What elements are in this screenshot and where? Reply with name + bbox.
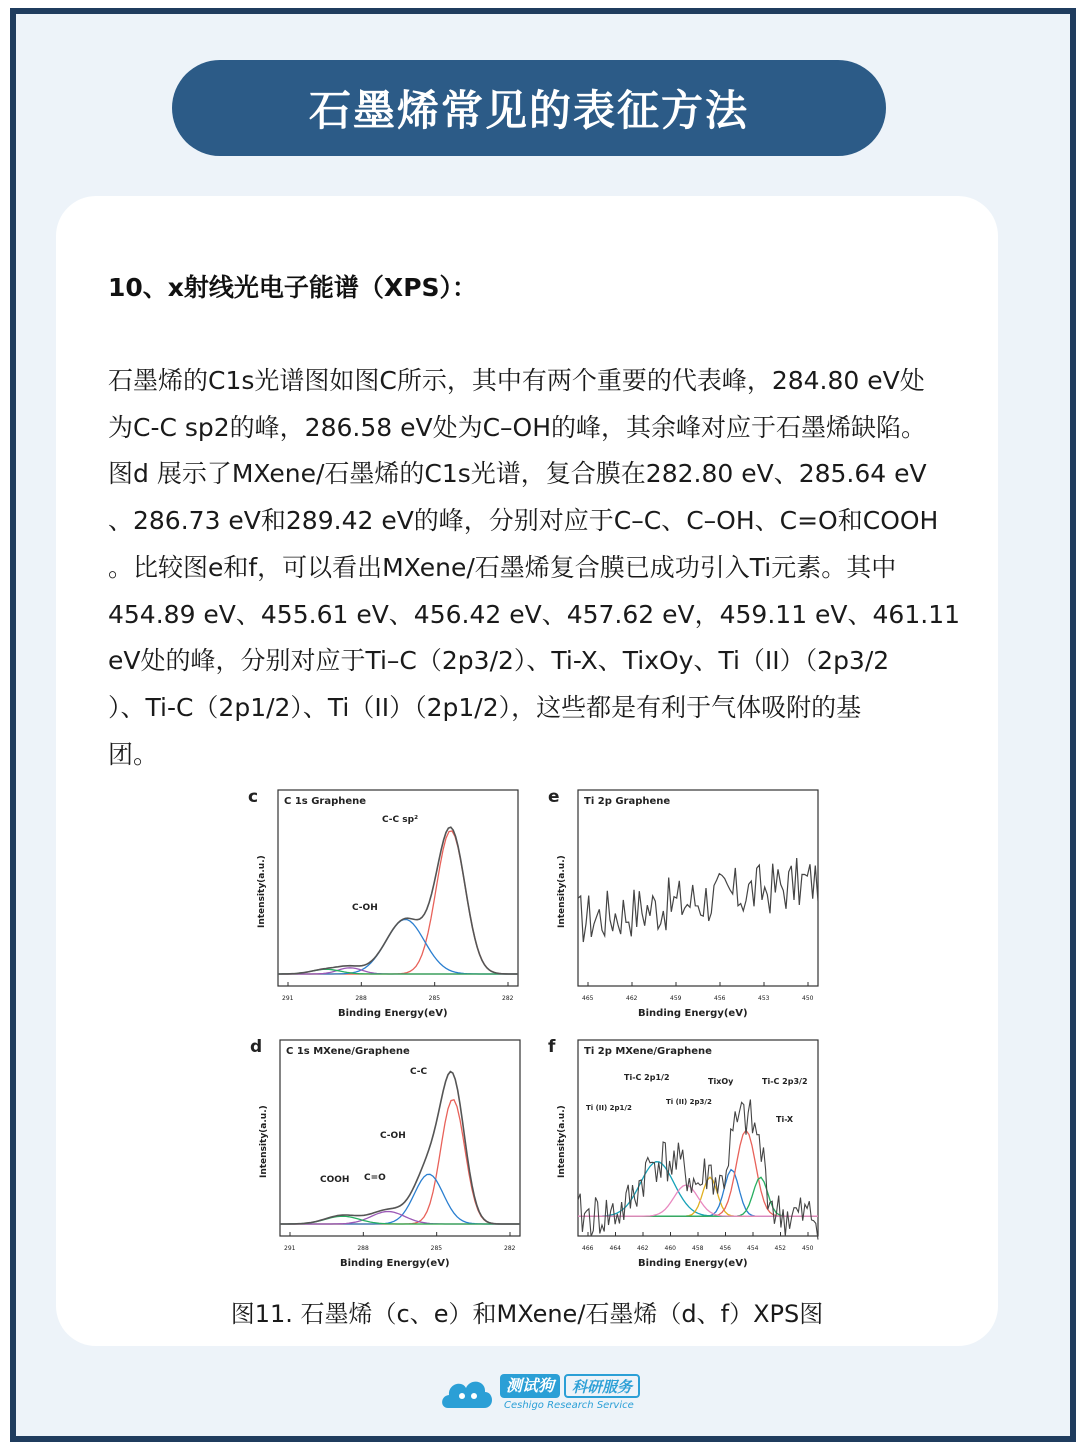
logo-name: 测试狗 [500, 1374, 560, 1398]
paragraph-line: 团。 [108, 739, 159, 769]
panel-letter: c [248, 787, 259, 807]
panel-title: C 1s Graphene [284, 796, 367, 807]
panel-letter: e [548, 787, 560, 807]
y-axis-label: Intensity(a.u.) [257, 855, 267, 928]
x-tick-label: 462 [637, 1245, 649, 1252]
peak-annotation: TixOy [708, 1077, 734, 1086]
x-tick-label: 458 [692, 1245, 704, 1252]
peak-annotation: C-C sp² [382, 815, 419, 825]
section-heading: 10、x射线光电子能谱（XPS）： [108, 273, 478, 302]
paragraph-line: 454.89 eV、455.61 eV、456.42 eV、457.62 eV，459.11 eV、461.11 [108, 599, 961, 629]
panel-title: Ti 2p MXene/Graphene [584, 1046, 712, 1057]
x-tick-label: 466 [582, 1245, 594, 1252]
x-tick-label: 456 [714, 995, 726, 1002]
paragraph-line: ）、Ti-C（2p1/2）、Ti（II）（2p1/2），这些都是有利于气体吸附的基 [108, 692, 862, 722]
x-tick-label: 291 [284, 1245, 296, 1252]
x-tick-label: 282 [504, 1245, 516, 1252]
paragraph-line: 石墨烯的C1s光谱图如图C所示，其中有两个重要的代表峰，284.80 eV处 [108, 366, 925, 395]
xps-figure [236, 778, 836, 1274]
peak-annotation: COOH [320, 1175, 350, 1185]
paragraph-line: eV处的峰，分别对应于Ti–C（2p3/2）、Ti-X、TixOy、Ti（II）（2p3/2 [108, 646, 890, 676]
x-tick-label: 464 [609, 1245, 621, 1252]
figure-caption: 图11. 石墨烯（c、e）和MXene/石墨烯（d、f）XPS图 [230, 1300, 824, 1328]
x-tick-label: 460 [664, 1245, 676, 1252]
x-axis-label: Binding Energy(eV) [340, 1258, 450, 1269]
y-axis-label: Intensity(a.u.) [259, 1105, 269, 1178]
peak-annotation: C-OH [352, 903, 378, 913]
x-tick-label: 462 [626, 995, 638, 1002]
peak-annotation: Ti (II) 2p1/2 [586, 1104, 632, 1112]
logo-service: 科研服务 [564, 1374, 640, 1398]
peak-annotation: Ti-C 2p1/2 [624, 1073, 670, 1082]
x-tick-label: 288 [357, 1245, 369, 1252]
peak-annotation: C-C [410, 1067, 428, 1077]
panel-letter: f [548, 1037, 556, 1057]
x-tick-label: 285 [428, 995, 441, 1002]
y-axis-label: Intensity(a.u.) [557, 1105, 567, 1178]
title-banner [172, 60, 886, 156]
x-tick-label: 459 [670, 995, 682, 1002]
cloud-dog-icon [440, 1370, 496, 1414]
panel-title: Ti 2p Graphene [584, 796, 671, 807]
x-tick-label: 453 [758, 995, 770, 1002]
paragraph-line: 、286.73 eV和289.42 eV的峰，分别对应于C–C、C–OH、C=O和COOH [108, 506, 939, 536]
paragraph-line: 图d 展示了MXene/石墨烯的C1s光谱，复合膜在282.80 eV、285.64 eV [108, 459, 927, 489]
panel-letter: d [250, 1037, 263, 1057]
peak-annotation: C-OH [380, 1131, 406, 1141]
panel-title: C 1s MXene/Graphene [286, 1046, 410, 1057]
x-tick-label: 282 [502, 995, 514, 1002]
x-tick-label: 465 [582, 995, 594, 1002]
y-axis-label: Intensity(a.u.) [557, 855, 567, 928]
page-title: 石墨烯常见的表征方法 [308, 86, 749, 135]
peak-annotation: Ti-X [776, 1115, 794, 1124]
x-axis-label: Binding Energy(eV) [638, 1258, 748, 1269]
content-card [56, 196, 998, 1346]
paragraph-line: 。比较图e和f，可以看出MXene/石墨烯复合膜已成功引入Ti元素。其中 [108, 552, 897, 582]
x-tick-label: 454 [747, 1245, 759, 1252]
brand-logo [440, 1370, 650, 1418]
peak-annotation: Ti (II) 2p3/2 [666, 1098, 712, 1106]
logo-english: Ceshigo Research Service [504, 1400, 634, 1411]
x-tick-label: 452 [774, 1245, 786, 1252]
peak-annotation: C=O [364, 1173, 386, 1183]
x-tick-label: 291 [282, 995, 294, 1002]
x-tick-label: 288 [355, 995, 367, 1002]
x-tick-label: 285 [430, 1245, 443, 1252]
x-tick-label: 450 [802, 1245, 814, 1252]
x-axis-label: Binding Energy(eV) [638, 1008, 748, 1019]
paragraph-line: 为C-C sp2的峰，286.58 eV处为C–OH的峰，其余峰对应于石墨烯缺陷。 [108, 412, 927, 442]
x-tick-label: 456 [719, 1245, 731, 1252]
x-tick-label: 450 [802, 995, 814, 1002]
body-paragraph [108, 358, 960, 778]
peak-annotation: Ti-C 2p3/2 [762, 1077, 808, 1086]
x-axis-label: Binding Energy(eV) [338, 1008, 448, 1019]
